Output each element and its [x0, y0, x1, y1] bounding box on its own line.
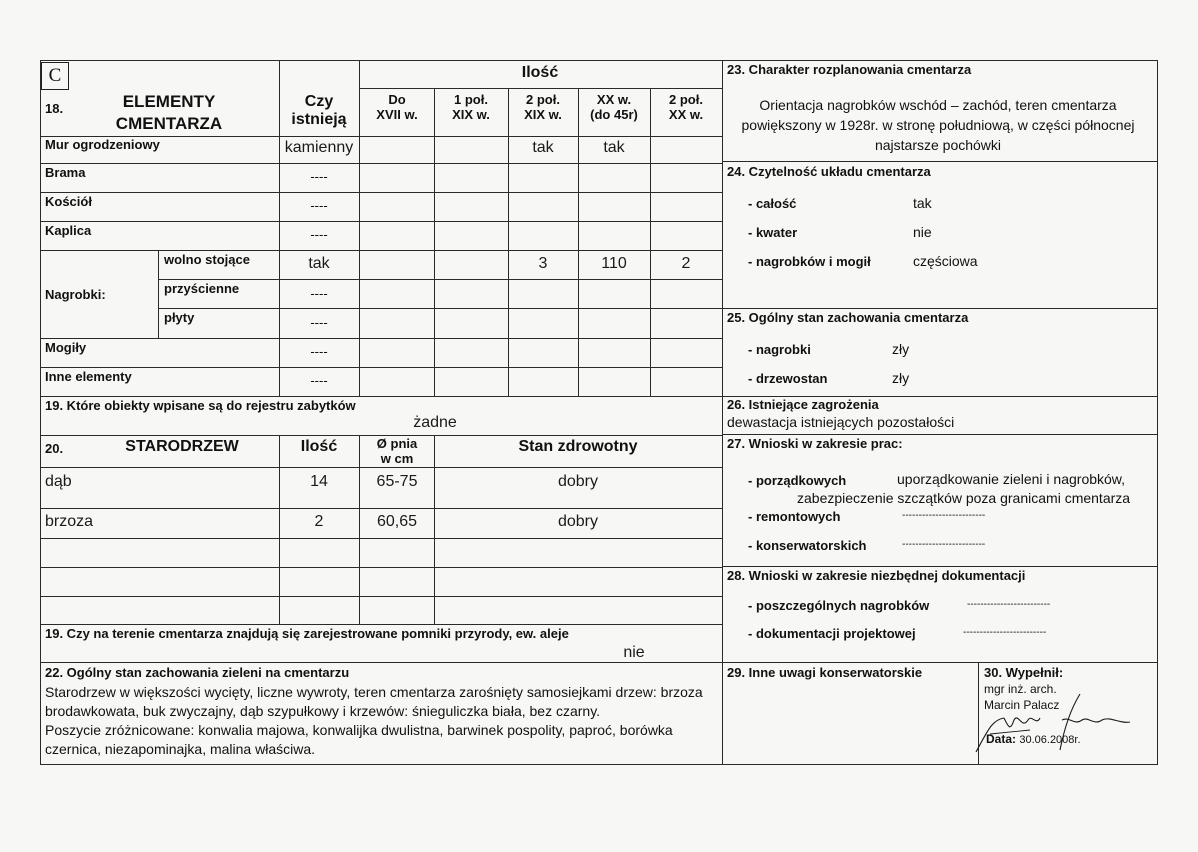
- rule: [1157, 60, 1158, 765]
- cell-value: 2: [681, 255, 691, 272]
- section-title: CMENTARZA: [115, 114, 223, 133]
- row-label: Mur ogrodzeniowy: [45, 137, 160, 152]
- column-header: Ilość: [300, 438, 338, 455]
- rule: [434, 435, 435, 624]
- rule: [722, 434, 1157, 435]
- section-title: STARODRZEW: [125, 438, 239, 455]
- rule: [158, 279, 722, 280]
- rule: [359, 88, 722, 89]
- section-text: powiększony w 1928r. w stronę południową, w części północnej: [741, 117, 1135, 133]
- item-label: - porządkowych: [748, 473, 847, 488]
- tree-count: 2: [314, 513, 324, 530]
- period-header: 1 poł.: [454, 92, 488, 107]
- row-label: Kaplica: [45, 223, 92, 238]
- row-label: Nagrobki:: [45, 287, 106, 302]
- rule: [359, 60, 360, 397]
- cell-value: tak: [603, 139, 625, 156]
- section-number: 20.: [45, 441, 64, 456]
- section-text: Starodrzew w większości wycięty, liczne wywroty, teren cmentarza zarośnięty samosiejkami drzew: brzoza: [45, 684, 703, 700]
- date-label: Data:: [986, 732, 1017, 746]
- rule: [279, 435, 280, 624]
- item-value: zabezpieczenie szczątków poza granicami cmentarza: [797, 490, 1131, 506]
- period-header: (do 45r): [590, 107, 638, 122]
- cell-value: 3: [538, 255, 548, 272]
- rule: [578, 88, 579, 397]
- rule: [40, 163, 722, 164]
- column-header: w cm: [380, 451, 414, 466]
- section-text: najstarsze pochówki: [874, 137, 1002, 153]
- section-answer: nie: [623, 644, 645, 661]
- period-header: Do: [388, 92, 406, 107]
- date-value: 30.06.2008r.: [1019, 734, 1081, 746]
- rule: [40, 596, 722, 597]
- period-header: XIX w.: [524, 107, 562, 122]
- row-label: wolno stojące: [164, 252, 250, 267]
- item-value: -------------------------: [902, 510, 986, 521]
- cell-value: ----: [310, 344, 328, 359]
- rule: [40, 338, 722, 339]
- item-value: -------------------------: [902, 539, 986, 550]
- column-header-exists: Czy: [304, 93, 334, 110]
- item-value: zły: [892, 370, 910, 386]
- section-title: 24. Czytelność układu cmentarza: [727, 164, 931, 179]
- rule: [40, 60, 1157, 61]
- rule: [722, 60, 723, 765]
- tree-count: 14: [310, 473, 328, 490]
- item-label: - nagrobków i mogił: [748, 254, 871, 269]
- signature-image: [970, 690, 1130, 760]
- section-title: 25. Ogólny stan zachowania cmentarza: [727, 310, 969, 325]
- item-value: -------------------------: [967, 599, 1051, 610]
- cell-value: ----: [310, 169, 328, 184]
- rule: [40, 396, 722, 397]
- item-value: tak: [913, 195, 932, 211]
- cell-value: kamienny: [284, 139, 354, 156]
- rule: [650, 88, 651, 397]
- period-header: XVII w.: [376, 107, 418, 122]
- rule: [158, 250, 159, 338]
- rule: [722, 566, 1157, 567]
- tree-name: brzoza: [45, 513, 94, 530]
- section-text: brodawkowata, buk zwyczajny, dąb szypułkowy i krzewów: śnieguliczka biała, bez czarny.: [45, 703, 601, 719]
- item-label: - remontowych: [748, 509, 841, 524]
- section-title: 23. Charakter rozplanowania cmentarza: [727, 62, 972, 77]
- rule: [40, 467, 722, 468]
- row-label: Kościół: [45, 194, 92, 209]
- rule: [40, 764, 1157, 765]
- tree-diameter: 65-75: [376, 473, 418, 490]
- row-label: przyścienne: [164, 281, 240, 296]
- item-value: zły: [892, 341, 910, 357]
- section-text: Orientacja nagrobków wschód – zachód, teren cmentarza: [759, 97, 1117, 113]
- section-title: 19. Które obiekty wpisane są do rejestru zabytków: [45, 398, 356, 413]
- cell-value: ----: [310, 198, 328, 213]
- cell-value: tak: [532, 139, 554, 156]
- section-title: 19. Czy na terenie cmentarza znajdują się zarejestrowane pomniki przyrody, ew. aleje: [45, 626, 569, 641]
- item-label: - dokumentacji projektowej: [748, 626, 916, 641]
- cell-value: 110: [601, 255, 627, 272]
- period-header: 2 poł.: [669, 92, 703, 107]
- section-title: 30. Wypełnił:: [984, 665, 1064, 680]
- tree-name: dąb: [45, 473, 72, 490]
- cell-value: tak: [308, 255, 330, 272]
- item-label: - nagrobki: [748, 342, 811, 357]
- rule: [40, 367, 722, 368]
- tree-state: dobry: [557, 513, 599, 530]
- rule: [40, 221, 722, 222]
- section-title: ELEMENTY: [122, 92, 216, 111]
- section-title: 22. Ogólny stan zachowania zieleni na cmentarzu: [45, 665, 350, 680]
- item-label: - kwater: [748, 225, 798, 240]
- period-header: XIX w.: [452, 107, 490, 122]
- section-text: dewastacja istniejących pozostałości: [727, 414, 955, 430]
- column-header: Stan zdrowotny: [518, 438, 638, 455]
- item-label: - konserwatorskich: [748, 538, 867, 553]
- rule: [722, 161, 1157, 162]
- item-label: - całość: [748, 196, 797, 211]
- rule: [40, 250, 722, 251]
- rule: [722, 662, 1157, 663]
- rule: [40, 624, 722, 625]
- section-title: 26. Istniejące zagrożenia: [727, 397, 879, 412]
- row-label: Inne elementy: [45, 369, 132, 384]
- row-label: Brama: [45, 165, 86, 180]
- rule: [40, 192, 722, 193]
- section-text: czernica, niezapominajka, malina właściwa.: [45, 741, 316, 757]
- rule: [279, 60, 280, 397]
- rule: [40, 508, 722, 509]
- cell-value: ----: [310, 227, 328, 242]
- item-value: -------------------------: [963, 627, 1047, 638]
- period-header: 2 poł.: [526, 92, 560, 107]
- section-title: 28. Wnioski w zakresie niezbędnej dokumentacji: [727, 568, 1026, 583]
- period-header: XX w.: [668, 107, 704, 122]
- rule: [508, 88, 509, 397]
- rule: [158, 308, 722, 309]
- item-value: uporządkowanie zieleni i nagrobków,: [897, 471, 1126, 487]
- column-header-exists: istnieją: [291, 111, 347, 128]
- author-title: mgr inż. arch.: [984, 682, 1057, 696]
- section-answer: żadne: [413, 414, 457, 431]
- rule: [40, 538, 722, 539]
- cell-value: ----: [310, 373, 328, 388]
- cell-value: ----: [310, 315, 328, 330]
- section-title: 29. Inne uwagi konserwatorskie: [727, 665, 923, 680]
- rule: [40, 662, 722, 663]
- column-header-count: Ilość: [521, 64, 559, 81]
- item-label: - drzewostan: [748, 371, 828, 386]
- tree-diameter: 60,65: [376, 513, 418, 530]
- column-header: Ø pnia: [376, 436, 418, 451]
- rule: [40, 567, 722, 568]
- item-label: - poszczególnych nagrobków: [748, 598, 930, 613]
- row-label: płyty: [164, 310, 195, 325]
- rule: [40, 60, 41, 765]
- cell-value: ----: [310, 286, 328, 301]
- item-value: nie: [913, 224, 932, 240]
- tree-state: dobry: [557, 473, 599, 490]
- item-value: częściowa: [913, 253, 978, 269]
- card-letter: C: [41, 62, 69, 90]
- rule: [722, 308, 1157, 309]
- row-label: Mogiły: [45, 340, 87, 355]
- section-number: 18.: [45, 101, 64, 116]
- author-name: Marcin Palacz: [984, 698, 1060, 712]
- section-title: 27. Wnioski w zakresie prac:: [727, 436, 903, 451]
- rule: [434, 88, 435, 397]
- section-text: Poszycie zróżnicowane: konwalia majowa, konwalijka dwulistna, barwinek pospolity, paproć, borówka: [45, 722, 673, 738]
- period-header: XX w.: [596, 92, 632, 107]
- rule: [359, 435, 360, 624]
